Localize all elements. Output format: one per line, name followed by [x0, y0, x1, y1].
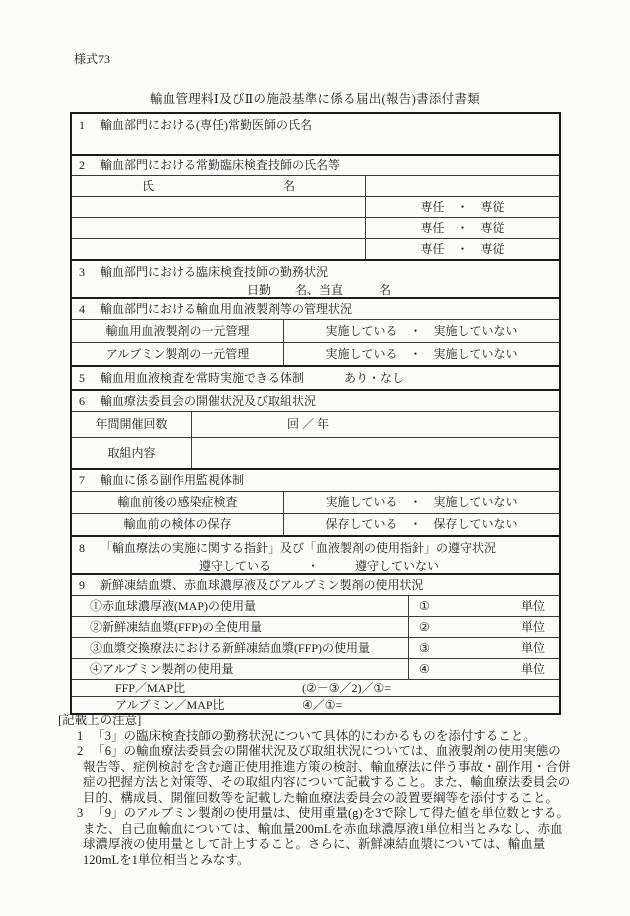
- usage-value-cell[interactable]: [408, 659, 559, 679]
- section-1-physician-name: [72, 114, 559, 154]
- section-number: 3: [79, 265, 85, 279]
- role-options[interactable]: 専任 ・ 専従: [365, 218, 559, 238]
- note-number: 1: [77, 728, 84, 743]
- row-label: 輸血前の検体の保存: [123, 517, 232, 532]
- ratio-row: [72, 696, 559, 713]
- work-status-detail[interactable]: 日勤 名、当直 名: [246, 283, 391, 298]
- section-7-header: [72, 468, 559, 491]
- section-label: 輸血部門における臨床検査技師の勤務状況: [100, 265, 329, 279]
- note-item: [58, 744, 572, 806]
- section-2-header: [72, 154, 559, 175]
- implementation-options[interactable]: 実施している ・ 実施していない: [283, 492, 559, 513]
- monitoring-row: [72, 491, 559, 513]
- row-label: アルブミン製剤の一元管理: [105, 346, 250, 361]
- usage-unit: 単位: [520, 661, 545, 676]
- name-header-sei: 氏: [142, 178, 155, 193]
- section-6-header: [72, 389, 559, 411]
- section-number: 2: [79, 158, 85, 173]
- monitoring-row: [72, 513, 559, 535]
- form-number: 様式73: [74, 52, 111, 66]
- section-number: 7: [79, 473, 85, 488]
- usage-row: [72, 658, 559, 679]
- usage-mark: ②: [419, 619, 430, 634]
- committee-meetings-row: [72, 411, 559, 437]
- row-label: 輸血用血液製剤の一元管理: [105, 323, 250, 338]
- ratio-label: アルブミン／MAP比: [115, 697, 225, 712]
- meetings-per-year-field[interactable]: 回 ／ 年: [191, 412, 559, 437]
- section-number: 8: [79, 541, 85, 555]
- row-label: 輸血前後の感染症検査: [117, 495, 238, 510]
- name-header-mei: 名: [282, 178, 295, 193]
- management-row: [72, 319, 559, 342]
- ratio-row: [72, 679, 559, 696]
- row-label: 年間開催回数: [95, 417, 168, 432]
- section-number: 9: [79, 577, 85, 592]
- staff-row: [72, 196, 559, 217]
- usage-label: ④アルブミン製剤の使用量: [90, 661, 234, 676]
- usage-row: [72, 637, 559, 658]
- section-label: 輸血部門における常勤臨床検査技師の氏名等: [100, 158, 341, 173]
- usage-value-cell[interactable]: [408, 638, 559, 658]
- main-form-table: [70, 112, 561, 715]
- section-label: 輸血部門における(専任)常勤医師の氏名: [100, 118, 312, 132]
- usage-label: ②新鮮凍結血漿(FFP)の全使用量: [90, 619, 263, 634]
- technician-name-field[interactable]: [72, 239, 365, 259]
- section-label: 輸血用血液検査を常時実施できる体制: [100, 370, 305, 385]
- ratio-formula-field[interactable]: (②－③／2)／①=: [302, 680, 392, 695]
- notes-section: [58, 713, 572, 868]
- note-number: 2: [77, 744, 84, 758]
- usage-unit: 単位: [520, 619, 545, 634]
- compliance-options[interactable]: 遵守している ・ 遵守していない: [198, 559, 439, 574]
- section-number: 4: [79, 301, 85, 316]
- note-text: 「9」のアルブミン製剤の使用量は、使用重量(g)を3で除して得た値を単位数とする。また、自己血輸血については、輸血量200mLを赤血球濃厚液1単位相当とみなし、赤血球濃厚液の使用量として計上すること。さらに、新鮮凍結血漿については、輸血量120mLを1単位相当とみなす。: [83, 806, 569, 867]
- usage-unit: 単位: [520, 598, 545, 613]
- usage-value-cell[interactable]: [408, 596, 559, 616]
- section-label: 輸血療法委員会の開催状況及び取組状況: [100, 393, 317, 408]
- staff-name-header-row: [72, 175, 559, 196]
- note-text: 「3」の臨床検査技師の勤務状況について具体的にわかるものを添付すること。: [92, 728, 536, 743]
- name-column-header: [72, 176, 365, 196]
- management-row: [72, 342, 559, 365]
- section-8-compliance: [72, 535, 559, 573]
- technician-name-field[interactable]: [72, 218, 365, 238]
- section-label: 輸血に係る副作用監視体制: [100, 473, 245, 488]
- section-9-header: [72, 573, 559, 595]
- section-label: 「輸血療法の実施に関する指針」及び「血液製剤の使用指針」の遵守状況: [100, 541, 497, 555]
- role-options[interactable]: 専任 ・ 専従: [365, 239, 559, 259]
- row-label: 取組内容: [107, 445, 156, 460]
- yes-no-options[interactable]: あり・なし: [344, 370, 405, 385]
- note-number: 3: [77, 806, 84, 820]
- ratio-label: FFP／MAP比: [115, 680, 186, 695]
- usage-row: [72, 595, 559, 616]
- usage-mark: ③: [419, 640, 430, 655]
- section-number: 6: [79, 393, 85, 408]
- committee-activities-row: [72, 437, 559, 468]
- note-text: 「6」の輸血療法委員会の開催状況及び取組状況については、血液製剤の使用実態の報告等、症例検討を含む適正使用推進方策の検討、輸血療法に伴う事故・副作用・合併症の把握方法と対策等、その取組内容について記載すること。また、輸血療法委員会の目的、構成員、開催回数等を記載した輸血療法委員会の設置要綱等を添付すること。: [83, 744, 571, 805]
- usage-unit: 単位: [520, 640, 545, 655]
- usage-mark: ①: [419, 598, 430, 613]
- section-number: 5: [79, 370, 85, 385]
- note-item: [58, 729, 572, 745]
- usage-row: [72, 616, 559, 637]
- committee-activities-field[interactable]: [191, 438, 559, 468]
- staff-row: [72, 217, 559, 238]
- staff-row: [72, 238, 559, 259]
- section-3-work-status: [72, 259, 559, 297]
- implementation-options[interactable]: 実施している ・ 実施していない: [283, 320, 559, 342]
- page-title: 輸血管理料Ⅰ及びⅡの施設基準に係る届出(報告)書添付書類: [149, 92, 481, 106]
- ratio-formula-field[interactable]: ④／①=: [302, 697, 343, 712]
- usage-value-cell[interactable]: [408, 617, 559, 637]
- implementation-options[interactable]: 実施している ・ 実施していない: [283, 343, 559, 365]
- usage-label: ③血漿交換療法における新鮮凍結血漿(FFP)の使用量: [90, 640, 371, 655]
- section-4-header: [72, 297, 559, 319]
- notes-header: [記載上の注意]: [58, 713, 142, 727]
- section-label: 輸血部門における輸血用血液製剤等の管理状況: [100, 301, 353, 316]
- usage-mark: ④: [419, 661, 430, 676]
- role-column-header: [365, 176, 559, 196]
- section-number: 1: [79, 118, 85, 132]
- note-item: [58, 806, 572, 868]
- section-5-testing-system: [72, 365, 559, 389]
- role-options[interactable]: 専任 ・ 専従: [365, 197, 559, 217]
- preservation-options[interactable]: 保存している ・ 保存していない: [283, 514, 559, 535]
- section-label: 新鮮凍結血漿、赤血球濃厚液及びアルブミン製剤の使用状況: [100, 577, 424, 592]
- technician-name-field[interactable]: [72, 197, 365, 217]
- usage-label: ①赤血球濃厚液(MAP)の使用量: [90, 598, 257, 613]
